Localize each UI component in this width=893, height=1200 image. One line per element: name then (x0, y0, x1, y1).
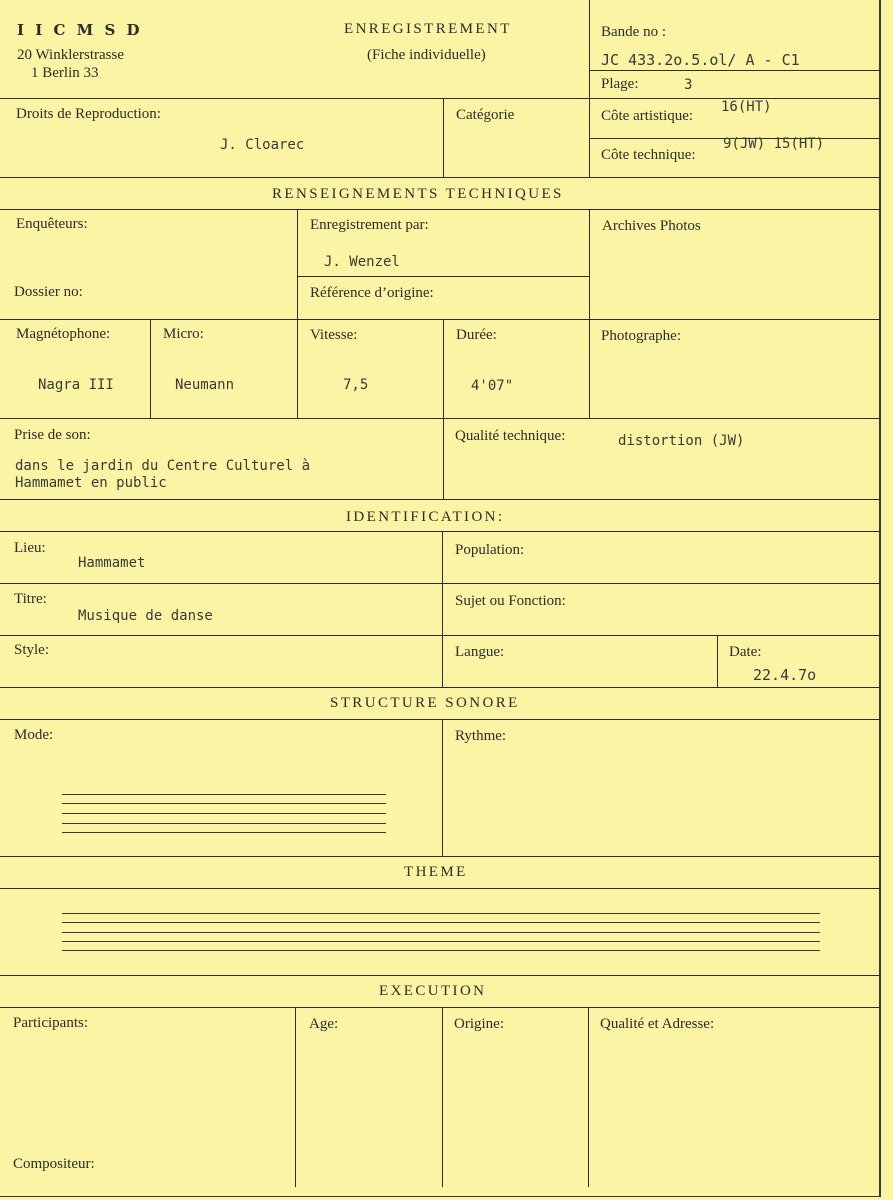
rule-bande-bottom (589, 70, 880, 71)
institute-logo: I I C M S D (17, 21, 143, 39)
structure-section-title: STRUCTURE SONORE (330, 695, 520, 711)
plage-value: 3 (684, 77, 693, 93)
sujet-fonction-label: Sujet ou Fonction: (455, 593, 566, 609)
rule-tech-title-bottom (0, 209, 880, 210)
rule-v-enreg-left (297, 209, 298, 319)
date-value: 22.4.7o (753, 666, 817, 684)
archives-photos-label: Archives Photos (602, 218, 701, 234)
droits-value: J. Cloarec (220, 137, 305, 153)
form-title: ENREGISTREMENT (344, 21, 512, 37)
age-label: Age: (309, 1016, 339, 1032)
duree-label: Durée: (456, 327, 497, 343)
theme-line-2 (62, 922, 820, 923)
cote-technique-label: Côte technique: (601, 147, 696, 163)
cote-artistique-value: 16(HT) (721, 99, 772, 115)
vitesse-label: Vitesse: (310, 327, 358, 343)
rule-dossier-bottom (0, 319, 880, 320)
enregistrement-par-label: Enregistrement par: (310, 217, 429, 233)
rule-ident-title-bottom (0, 531, 880, 532)
theme-line-1 (62, 913, 820, 914)
prise-de-son-label: Prise de son: (14, 427, 91, 443)
photographe-label: Photographe: (601, 328, 681, 344)
categorie-label: Catégorie (456, 107, 515, 123)
rule-v-categorie (443, 98, 444, 177)
lieu-value: Hammamet (78, 555, 146, 571)
mode-line-3 (62, 813, 386, 814)
rule-v-rythme-left (442, 719, 443, 856)
rule-enreg-bottom (297, 276, 589, 277)
address-line-2: 1 Berlin 33 (31, 65, 99, 81)
compositeur-label: Compositeur: (13, 1156, 95, 1172)
mode-line-4 (62, 823, 386, 824)
reference-label: Référence d’origine: (310, 285, 434, 301)
titre-label: Titre: (14, 591, 47, 607)
rule-v-age-left (295, 1007, 296, 1187)
rule-v-qualite-adresse-left (588, 1007, 589, 1187)
qualite-technique-value: distortion (JW) (618, 433, 745, 449)
theme-section-title: THEME (404, 864, 468, 880)
rule-v-ident-middle (442, 531, 443, 687)
enqueteurs-label: Enquêteurs: (16, 216, 88, 232)
form-subtitle: (Fiche individuelle) (367, 47, 486, 63)
micro-label: Micro: (163, 326, 204, 342)
mode-line-1 (62, 794, 386, 795)
theme-line-3 (62, 932, 820, 933)
magnetophone-value: Nagra III (38, 377, 114, 393)
rule-v-date-left (717, 635, 718, 687)
cote-artistique-label: Côte artistique: (601, 108, 694, 124)
rule-v-header-right (589, 0, 590, 177)
origine-label: Origine: (454, 1016, 504, 1032)
theme-line-4 (62, 941, 820, 942)
rule-v-archives-left (589, 209, 590, 418)
lieu-label: Lieu: (14, 540, 46, 556)
prise-de-son-line-1: dans le jardin du Centre Culturel à (15, 458, 311, 474)
mode-label: Mode: (14, 727, 54, 743)
participants-label: Participants: (13, 1015, 88, 1031)
titre-value: Musique de danse (78, 608, 213, 624)
bande-value: JC 433.2o.5.ol/ A - C1 (601, 51, 800, 69)
style-label: Style: (14, 642, 50, 658)
theme-line-5 (62, 950, 820, 951)
rule-v-micro-left (150, 319, 151, 418)
identification-section-title: IDENTIFICATION: (346, 509, 505, 525)
rule-theme-title-bottom (0, 888, 880, 889)
qualite-adresse-label: Qualité et Adresse: (600, 1016, 715, 1032)
mode-line-2 (62, 803, 386, 804)
droits-label: Droits de Reproduction: (16, 106, 161, 122)
rule-mode-bottom (0, 856, 880, 857)
rule-v-duree-left (443, 319, 444, 418)
date-label: Date: (729, 644, 762, 660)
qualite-technique-label: Qualité technique: (455, 428, 566, 444)
vitesse-value: 7,5 (343, 377, 369, 393)
execution-section-title: EXECUTION (379, 983, 487, 999)
plage-label: Plage: (601, 76, 639, 92)
rule-struct-title-bottom (0, 719, 880, 720)
enregistrement-par-value: J. Wenzel (324, 254, 400, 270)
technical-section-title: RENSEIGNEMENTS TECHNIQUES (272, 186, 564, 202)
rule-theme-bottom (0, 975, 880, 976)
rule-rights-bottom (0, 177, 880, 178)
rule-equipment-bottom (0, 418, 880, 419)
dossier-label: Dossier no: (14, 284, 83, 300)
rule-style-bottom (0, 687, 880, 688)
magnetophone-label: Magnétophone: (16, 326, 111, 342)
micro-value: Neumann (175, 377, 235, 393)
address-line-1: 20 Winklerstrasse (17, 47, 125, 63)
rule-prise-bottom (0, 499, 880, 500)
rule-v-qualite-left (443, 418, 444, 499)
rythme-label: Rythme: (455, 728, 507, 744)
rule-titre-bottom (0, 635, 880, 636)
rule-v-vitesse-left (297, 319, 298, 418)
rule-v-origine-left (442, 1007, 443, 1187)
rule-exec-title-bottom (0, 1007, 880, 1008)
cote-technique-value: 9(JW) 15(HT) (723, 136, 825, 152)
population-label: Population: (455, 542, 525, 558)
mode-line-5 (62, 832, 386, 833)
prise-de-son-line-2: Hammamet en public (15, 475, 167, 491)
duree-value: 4'07" (471, 378, 514, 394)
rule-lieu-bottom (0, 583, 880, 584)
bande-label: Bande no : (601, 24, 666, 40)
langue-label: Langue: (455, 644, 505, 660)
